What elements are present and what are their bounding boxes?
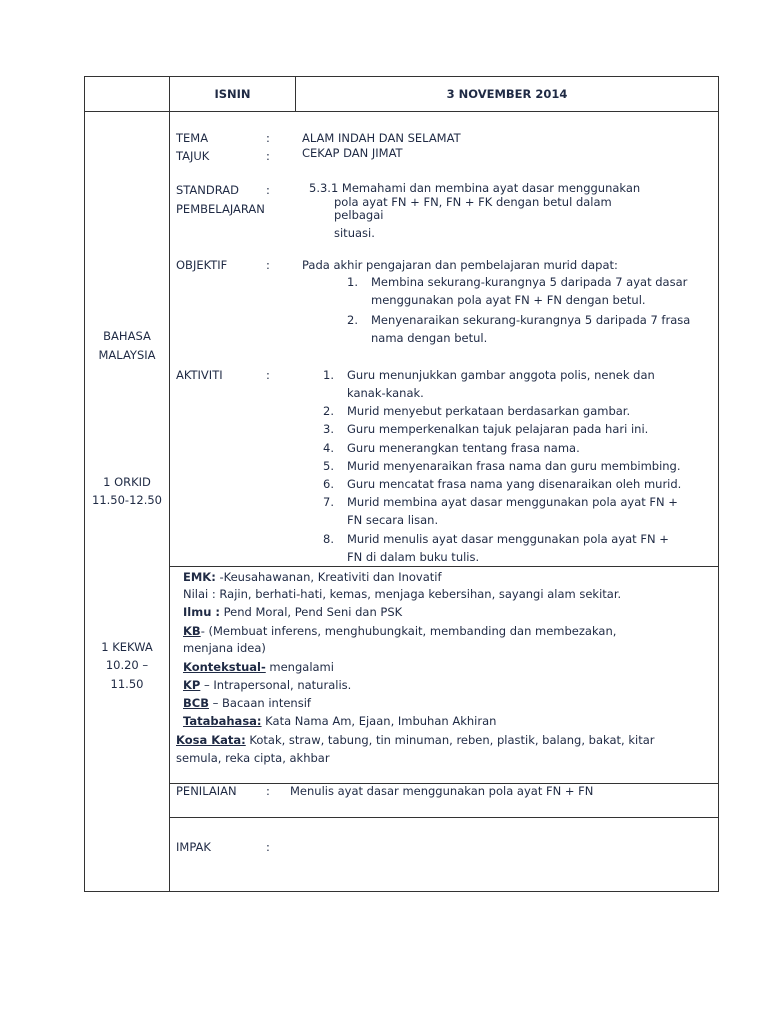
kp-row (183, 676, 351, 694)
ilmu-value: Pend Moral, Pend Seni dan PSK (220, 605, 403, 619)
tajuk-value: CEKAP DAN JIMAT (302, 146, 403, 160)
header-day: ISNIN (214, 87, 251, 101)
objektif-item-line-2: nama dengan betul. (371, 331, 488, 345)
aktiviti-item-line-1: Murid menyebut perkataan berdasarkan gambar. (347, 404, 631, 418)
header-bottom-line (84, 111, 719, 112)
kp-label: KP (183, 678, 201, 692)
kontekstual-value: mengalami (265, 660, 334, 674)
standard-line-1: 5.3.1 Memahami dan membina ayat dasar menggunakan (309, 181, 641, 195)
aktiviti-item-line-1: Guru menerangkan tentang frasa nama. (347, 441, 580, 455)
kosa-kata-row (176, 731, 654, 749)
class1-time: 11.50-12.50 (92, 493, 162, 507)
aktiviti-item-num: 2. (323, 404, 334, 418)
aktiviti-item-num: 8. (323, 532, 334, 546)
penilaian-label: PENILAIAN (176, 784, 237, 798)
aktiviti-item-line-1: Murid menyenaraikan frasa nama dan guru membimbing. (347, 459, 681, 473)
tema-value: ALAM INDAH DAN SELAMAT (302, 131, 461, 145)
standard-line-4: situasi. (334, 226, 375, 240)
ilmu-row (183, 603, 402, 621)
objektif-colon: : (266, 258, 270, 272)
standard-colon: : (266, 183, 270, 197)
aktiviti-label: AKTIVITI (176, 368, 223, 382)
aktiviti-item-line-1: Murid membina ayat dasar menggunakan pola ayat FN + (347, 495, 678, 509)
objektif-item-num: 2. (347, 313, 358, 327)
aktiviti-item-line-2: kanak-kanak. (347, 386, 424, 400)
objektif-intro: Pada akhir pengajaran dan pembelajaran murid dapat: (302, 258, 618, 272)
table-border-bottom (84, 891, 719, 892)
kb-value: - (Membuat inferens, menghubungkait, membanding dan membezakan, (200, 624, 617, 638)
penilaian-colon: : (266, 784, 270, 798)
tema-colon: : (266, 131, 270, 145)
nilai-value: Rajin, berhati-hati, kemas, menjaga kebersihan, sayangi alam sekitar. (215, 587, 622, 601)
standard-label-2: PEMBELAJARAN (176, 202, 265, 216)
bcb-label: BCB (183, 696, 209, 710)
standard-line-3: pelbagai (334, 208, 384, 222)
aktiviti-item-num: 7. (323, 495, 334, 509)
objektif-item-line-1: Menyenaraikan sekurang-kurangnya 5 daripada 7 frasa (371, 313, 691, 327)
tatabahasa-value: Kata Nama Am, Ejaan, Imbuhan Akhiran (261, 714, 497, 728)
aktiviti-colon: : (266, 368, 270, 382)
objektif-item-line-2: menggunakan pola ayat FN + FN dengan betul. (371, 293, 646, 307)
kb-row (183, 622, 616, 640)
ilmu-label: Ilmu : (183, 605, 220, 619)
kosa-kata-label: Kosa Kata: (176, 733, 246, 747)
aktiviti-item-num: 4. (323, 441, 334, 455)
emk-label: EMK: (183, 570, 216, 584)
notes-top-line (169, 566, 719, 567)
standard-label-1: STANDRAD (176, 183, 240, 197)
tatabahasa-row (183, 712, 496, 730)
aktiviti-item-line-2: FN di dalam buku tulis. (347, 550, 480, 564)
tajuk-colon: : (266, 149, 270, 163)
emk-row (183, 568, 442, 586)
impak-top-line (169, 817, 719, 818)
kosa-kata-value: Kotak, straw, tabung, tin minuman, reben, plastik, balang, bakat, kitar (245, 733, 655, 747)
objektif-item-line-1: Membina sekurang-kurangnya 5 daripada 7 ayat dasar (371, 275, 688, 289)
class1-name: 1 ORKID (103, 475, 151, 489)
penilaian-value: Menulis ayat dasar menggunakan pola ayat FN + FN (290, 784, 594, 798)
kb-label: KB (183, 624, 201, 638)
class2-time-1: 10.20 – (105, 658, 149, 672)
table-border-top (84, 76, 719, 77)
standard-line-2: pola ayat FN + FN, FN + FK dengan betul dalam (334, 195, 612, 209)
aktiviti-item-num: 3. (323, 422, 334, 436)
class2-time-2: 11.50 (110, 677, 144, 691)
table-border-right (718, 76, 719, 892)
bcb-row (183, 694, 311, 712)
subject-line-1: BAHASA (103, 329, 151, 343)
objektif-item-num: 1. (347, 275, 358, 289)
nilai-label: Nilai : (183, 587, 216, 601)
class2-name: 1 KEKWA (101, 640, 153, 654)
aktiviti-item-line-2: FN secara lisan. (347, 513, 439, 527)
kontekstual-row (183, 658, 334, 676)
impak-label: IMPAK (176, 840, 211, 854)
bcb-value: – Bacaan intensif (208, 696, 311, 710)
objektif-label: OBJEKTIF (176, 258, 228, 272)
subject-line-2: MALAYSIA (98, 348, 156, 362)
aktiviti-item-line-1: Murid menulis ayat dasar menggunakan pola ayat FN + (347, 532, 669, 546)
aktiviti-item-num: 1. (323, 368, 334, 382)
kontekstual-label: Kontekstual- (183, 660, 266, 674)
kosa-kata-line-2: semula, reka cipta, akhbar (176, 751, 330, 765)
aktiviti-item-line-1: Guru memperkenalkan tajuk pelajaran pada hari ini. (347, 422, 649, 436)
impak-colon: : (266, 840, 270, 854)
aktiviti-item-num: 5. (323, 459, 334, 473)
nilai-row (183, 585, 621, 603)
kp-value: – Intrapersonal, naturalis. (200, 678, 352, 692)
left-column-divider (169, 76, 170, 892)
aktiviti-item-num: 6. (323, 477, 334, 491)
tatabahasa-label: Tatabahasa: (183, 714, 262, 728)
kb-value-line-2: menjana idea) (183, 641, 266, 655)
emk-value: -Keusahawanan, Kreativiti dan Inovatif (215, 570, 442, 584)
tema-label: TEMA (176, 131, 209, 145)
aktiviti-item-line-1: Guru mencatat frasa nama yang disenaraikan oleh murid. (347, 477, 682, 491)
header-date: 3 NOVEMBER 2014 (446, 87, 568, 101)
tajuk-label: TAJUK (176, 149, 210, 163)
aktiviti-item-line-1: Guru menunjukkan gambar anggota polis, nenek dan (347, 368, 655, 382)
